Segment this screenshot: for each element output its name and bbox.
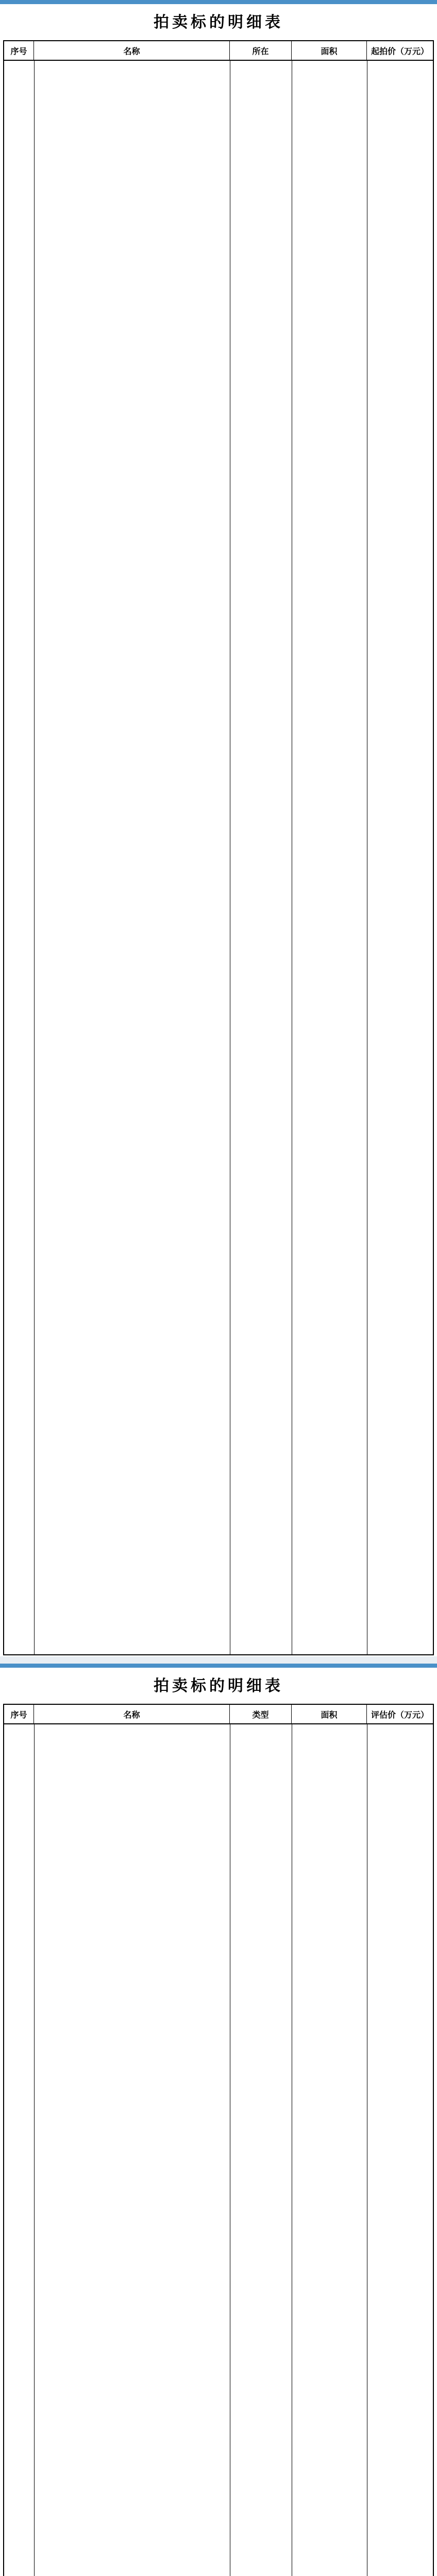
auction-table bbox=[3, 40, 434, 1655]
table-header bbox=[4, 1705, 433, 1724]
table-body bbox=[4, 1724, 433, 2576]
header-area: 面积 bbox=[292, 1705, 367, 1723]
header-price: 评估价（万元） bbox=[371, 1709, 429, 1720]
header-index: 序号 bbox=[4, 41, 34, 60]
header-type: 类型 bbox=[230, 1705, 292, 1723]
header-area: 面积 bbox=[292, 41, 367, 60]
auction-table bbox=[3, 1704, 434, 2576]
table-body bbox=[4, 61, 433, 1654]
header-name: 名称 bbox=[34, 41, 230, 60]
page-2 bbox=[0, 1664, 437, 2576]
table-header bbox=[4, 41, 433, 61]
page-gap bbox=[0, 1656, 437, 1664]
page-title: 拍卖标的明细表 bbox=[154, 1677, 283, 1695]
page-title: 拍卖标的明细表 bbox=[154, 13, 283, 31]
header-price: 起拍价（万元） bbox=[371, 46, 429, 56]
header-index: 序号 bbox=[4, 1705, 34, 1723]
header-location: 所在 bbox=[230, 41, 292, 60]
header-name: 名称 bbox=[34, 1705, 230, 1723]
column-divider bbox=[34, 1724, 35, 2576]
column-divider bbox=[34, 61, 35, 1654]
